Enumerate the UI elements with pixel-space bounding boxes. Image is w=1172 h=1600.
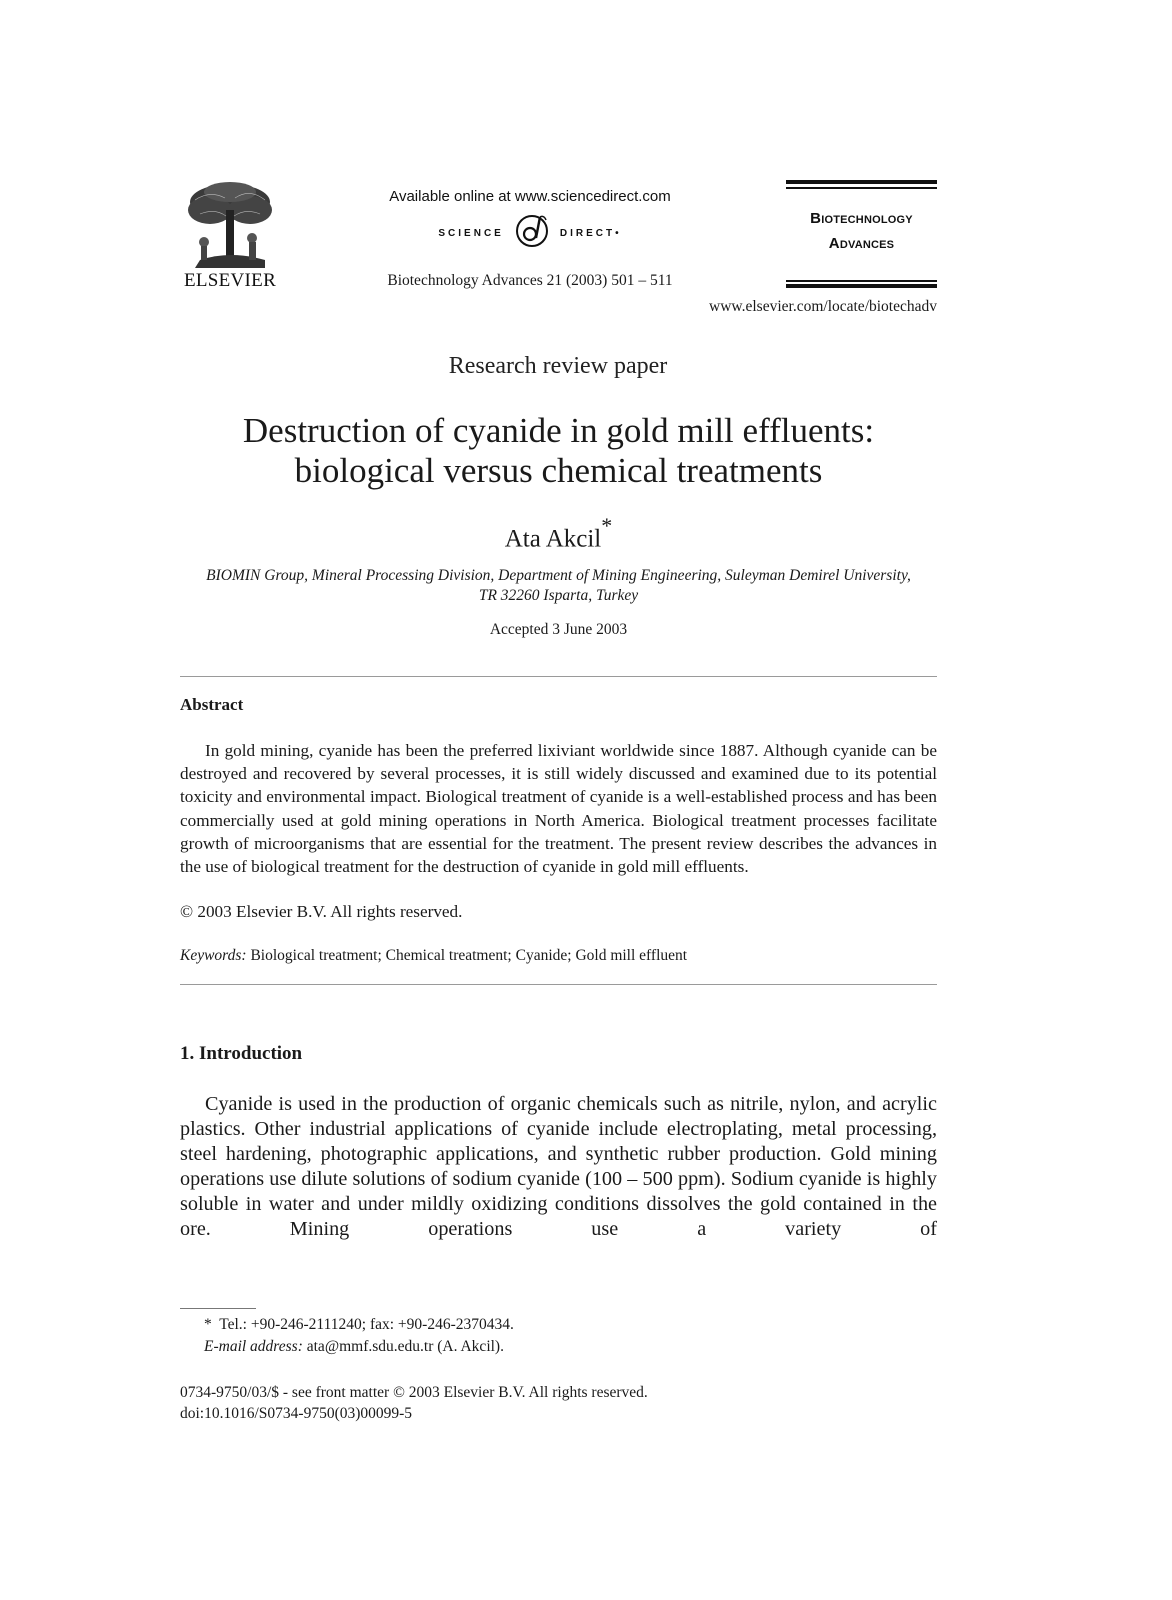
keywords [180, 947, 687, 965]
journal-logo-line1: Biotechnology [810, 210, 913, 227]
sciencedirect-left-word: SCIENCE [438, 228, 504, 239]
footnote-contact [204, 1316, 514, 1334]
abstract-heading: Abstract [180, 695, 244, 714]
journal-logo-rule [786, 187, 937, 189]
article-type: Research review paper [448, 353, 668, 379]
section-divider [180, 984, 937, 985]
abstract-body [180, 739, 937, 878]
affiliation-line2: TR 32260 Isparta, Turkey [478, 587, 639, 604]
journal-url-link[interactable]: www.elsevier.com/locate/biotechadv [709, 298, 937, 315]
journal-logo-line2: Advances [828, 235, 895, 252]
author-name-text: Ata Akcil [504, 525, 602, 553]
article-title-line2: biological versus chemical treatments [294, 451, 823, 490]
journal-logo-rule [786, 180, 937, 184]
sciencedirect-d-icon [512, 212, 552, 255]
journal-logo-rule [786, 284, 937, 288]
introduction-body [180, 1092, 937, 1243]
email-address-link[interactable]: ata@mmf.sdu.edu.tr (A. Akcil). [306, 1338, 504, 1355]
issn-line: 0734-9750/03/$ - see front matter © 2003 Elsevier B.V. All rights reserved. [180, 1384, 648, 1401]
journal-logo-rule [786, 280, 937, 282]
introduction-paragraph: Cyanide is used in the production of organic chemicals such as nitrile, nylon, and acrylic plastics. Other industrial applications of cyanide include electroplating, metal processing, steel hardening, photographic applications, and synthetic rubber production. Gold mining operations use dilute solutions of sodium cyanide (100 – 500 ppm). Sodium cyanide is highly soluble in water and under mildly oxidizing conditions dissolves the gold contained in the ore. Mining operations use a variety of [180, 1093, 937, 1241]
article-title [180, 411, 937, 491]
keywords-label: Keywords: [180, 947, 247, 964]
keywords-list: Biological treatment; Chemical treatment; Cyanide; Gold mill effluent [250, 947, 688, 964]
footnote-rule [180, 1308, 256, 1309]
footnote-contact-text: Tel.: +90-246-2111240; fax: +90-246-2370434. [219, 1316, 514, 1333]
author-affiliation [180, 566, 937, 606]
author-name [180, 513, 937, 553]
footnote-email [204, 1338, 504, 1356]
journal-citation: Biotechnology Advances 21 (2003) 501 – 511 [387, 272, 673, 289]
email-label: E-mail address: [204, 1338, 303, 1355]
article-title-line1: Destruction of cyanide in gold mill effluents: [242, 411, 875, 450]
footnote-mark: * [204, 1316, 212, 1333]
sciencedirect-logo [330, 212, 730, 252]
available-online-text: Available online at www.sciencedirect.com [389, 188, 671, 205]
accepted-date: Accepted 3 June 2003 [489, 621, 628, 638]
sciencedirect-right-word: DIRECT• [559, 228, 622, 239]
section-divider [180, 676, 937, 677]
journal-logo-title [786, 206, 937, 256]
affiliation-line1: BIOMIN Group, Mineral Processing Division, Department of Mining Engineering, Suleyman Demirel University, [206, 567, 911, 584]
author-footnote-mark[interactable]: * [601, 513, 613, 538]
elsevier-wordmark: ELSEVIER [183, 270, 277, 291]
abstract-copyright: © 2003 Elsevier B.V. All rights reserved. [180, 902, 463, 921]
introduction-heading: 1. Introduction [180, 1043, 303, 1064]
abstract-paragraph: In gold mining, cyanide has been the preferred lixiviant worldwide since 1887. Although cyanide can be destroyed and recovered by several processes, it is still widely discussed and examined due to its potential toxicity and environmental impact. Biological treatment of cyanide is a well-established process and has been commercially used at gold mining operations in North America. Biological treatment processes facilitate growth of microorganisms that are essential for the treatment. The present review describes the advances in the use of biological treatment for the destruction of cyanide in gold mill effluents. [180, 741, 937, 877]
doi-link[interactable]: doi:10.1016/S0734-9750(03)00099-5 [180, 1405, 413, 1422]
